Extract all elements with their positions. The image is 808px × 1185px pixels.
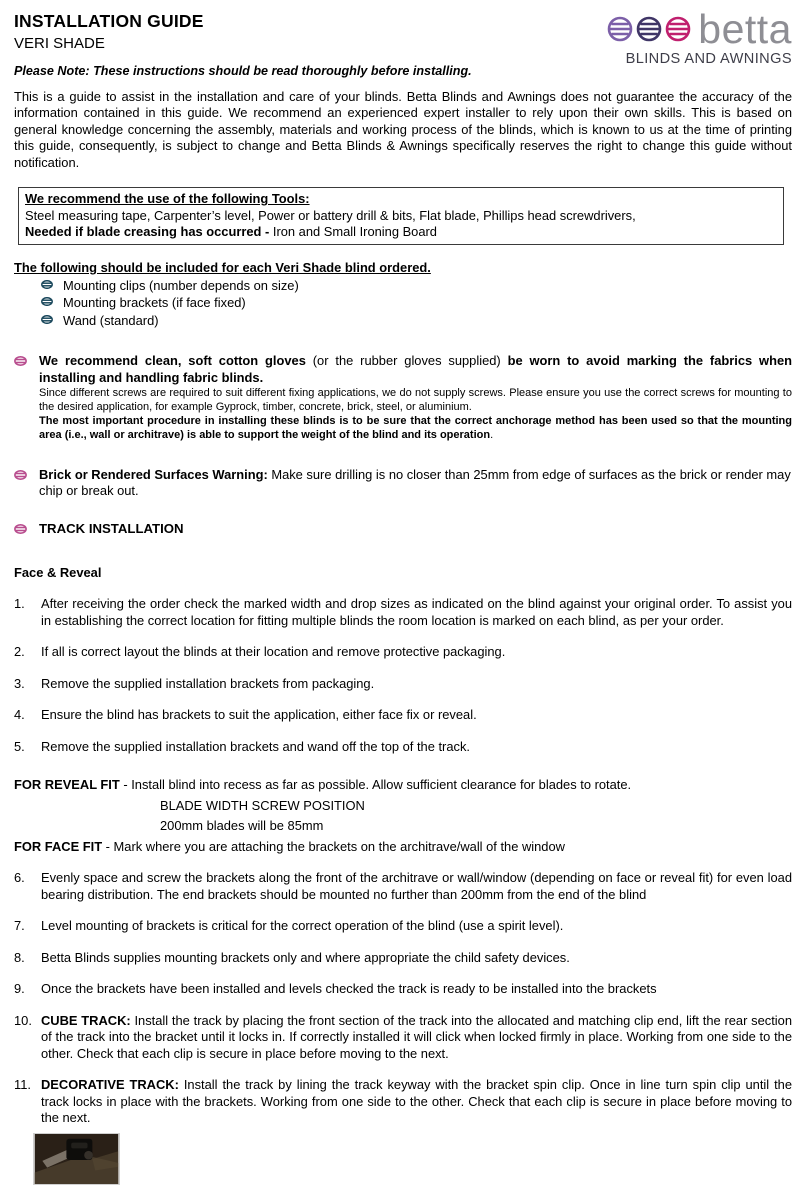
step-text: Remove the supplied installation brackets from packaging. [41,675,375,691]
step-item [14,950,792,967]
list-item [41,295,792,312]
text-segment: . [490,428,494,441]
step-item [14,596,792,629]
face-reveal-heading: Face & Reveal [14,564,102,580]
page-subtitle: VERI SHADE [14,35,105,53]
header [14,6,792,79]
step-text: After receiving the order check the marked width and drop sizes as indicated on the blind against your original order. To assist you in establishing the correct location for fitting multiple blinds the room location is marked on each blind, as per your order. [41,596,792,628]
text-segment: Iron and Small Ironing Board [269,223,437,239]
step-text [41,981,792,998]
tools-box [18,187,784,245]
logo-top-row [606,6,792,52]
step-number: 4. [14,707,25,723]
step-item [14,707,792,724]
step-number: 10. [14,1012,32,1028]
steps-1-5 [14,596,792,755]
text-segment: Level mounting of brackets is critical for the correct operation of the blind (use a spirit level). [41,918,564,934]
blade-width-screw-position: BLADE WIDTH SCREW POSITION [160,797,365,813]
step-number: 7. [14,918,25,934]
text-segment: Install the track by placing the front section of the track into the allocated and matching clip end, lift the rear section of the track into the bracket until it locks in. If correctly installed it will click when locked firmly in place. Working from one side to the other. Check that each clip is secure in place before moving to the next. [41,1012,792,1061]
track-installation-heading [14,521,792,538]
blind-bullet-icon [41,295,63,312]
step-number: 3. [14,675,25,691]
blind-bullet-icon [14,467,39,500]
step-item [14,870,792,903]
text-segment: - Mark where you are attaching the brackets on the architrave/wall of the window [102,838,565,854]
step-number: 9. [14,981,25,997]
tools-line-2 [25,224,777,240]
blind-bullet-icon [41,278,63,295]
text-segment: We recommend clean, soft cotton gloves [39,353,313,369]
text-segment: Brick or Rendered Surfaces Warning: [39,466,268,482]
gloves-recommendation-block [14,353,792,443]
list-item [41,313,792,330]
step-number: 6. [14,870,25,886]
page-title: INSTALLATION GUIDE [14,11,204,31]
gloves-main-paragraph [39,353,792,386]
tools-heading: We recommend the use of the following Tools: [25,191,310,207]
text-segment: (or the rubber gloves supplied) [312,353,508,369]
betta-logo [606,6,792,69]
step-text [41,1013,792,1063]
text-segment: The most important procedure in installing these blinds is to be sure that the correct anchorage method has been used so that the mounting area (i.e., wall or architrave) is able to support the weight of the blind and its operation [39,415,792,441]
bracket-photo [33,1133,792,1185]
step-text [41,870,792,903]
text-segment: CUBE TRACK: [41,1012,131,1028]
tools-line-1: Steel measuring tape, Carpenter’s level, Power or battery drill & bits, Flat blade, Phillips head screwdrivers, [25,207,636,223]
step-text [41,1077,792,1127]
list-item [41,278,792,295]
list-item-text: Mounting clips (number depends on size) [63,277,299,293]
text-segment: Make sure drilling is no closer than 25mm from edge of surfaces as the brick or render may chip or break out. [39,466,791,499]
text-segment: FOR FACE FIT [14,838,103,854]
text-segment: - Install blind into recess as far as possible. Allow sufficient clearance for blades to rotate. [119,777,632,793]
included-heading: The following should be included for each Veri Shade blind ordered. [14,260,431,276]
read-before-installing-note: Please Note: These instructions should be read thoroughly before installing. [14,63,472,78]
step-item [14,739,792,756]
blind-bullet-icon [14,353,39,443]
step-text: If all is correct layout the blinds at their location and remove protective packaging. [41,644,506,660]
step-number: 5. [14,738,25,754]
brick-warning-block [14,467,792,500]
anchorage-note [39,415,792,442]
step-number: 8. [14,949,25,965]
text-segment: be worn to avoid marking the fabrics when installing and handling fabric blinds. [39,353,792,385]
step-text [41,918,792,935]
step-item [14,644,792,661]
logo-tagline: BLINDS AND AWNINGS [625,50,792,67]
step-number: 2. [14,644,25,660]
list-item-text: Mounting brackets (if face fixed) [63,295,246,311]
step-text: Remove the supplied installation brackets and wand off the top of the track. [41,738,470,754]
intro-paragraph: This is a guide to assist in the installation and care of your blinds. Betta Blinds and Awnings does not guarantee the accuracy of the information contained in this guide. We recommend an experienced expert installer to rely upon their own skills. This is based on general knowledge concerning the assembly, materials and working process of the blinds, which is known to us at the time of printing this guide, consequently, is subject to change and Betta Blinds & Awnings specifically reserves the right to change this guide without notification. [14,88,792,170]
face-fit-note [14,839,792,856]
step-item [14,676,792,693]
bracket-photo-image [33,1133,120,1185]
gloves-recommendation-text [39,353,792,443]
blind-bullet-icon [41,313,63,330]
step-item [14,1077,792,1127]
step-number: 1. [14,596,25,612]
logo-brand-text: betta [698,6,792,52]
reveal-fit-note [14,777,792,835]
text-segment: FOR REVEAL FIT [14,777,120,793]
step-item [14,1013,792,1063]
list-item-text: Wand (standard) [63,312,159,328]
step-item [14,918,792,935]
blade-width-value: 200mm blades will be 85mm [160,818,324,834]
header-titles [14,10,472,79]
section-heading-text: TRACK INSTALLATION [39,520,184,536]
text-segment: DECORATIVE TRACK: [41,1077,179,1093]
text-segment: Install the track by lining the track keyway with the bracket spin clip. Once in line turn spin clip until the track locks in place with the brackets. Working from one side to the other. Check that each clip is secure in place before moving to the next. [41,1077,793,1126]
text-segment: Needed if blade creasing has occurred - [25,223,270,239]
blind-bullet-icon [14,521,39,538]
text-segment: Evenly space and screw the brackets along the front of the architrave or wall/window (depending on face or reveal fit) for even load bearing distribution. The end brackets should be mounted no further than 200mm from the end of the blind [41,870,792,902]
text-segment: Once the brackets have been installed and levels checked the track is ready to be installed into the brackets [41,981,657,997]
step-number: 11. [14,1077,31,1093]
step-text: Ensure the blind has brackets to suit the application, either face fix or reveal. [41,707,477,723]
screws-note: Since different screws are required to suit different fixing applications, we do not supply screws. Please ensure you use the correct screws for mounting to the desired application, for example Gyprock, timber, concrete, brick, steel, or aluminium. [39,387,792,413]
steps-6-11 [14,870,792,1127]
tools-heading-row [25,191,777,207]
reveal-fit-line [14,777,792,794]
step-text [41,950,792,967]
blinds-circles-icon [606,13,698,45]
brick-warning-text [39,467,792,500]
text-segment: Betta Blinds supplies mounting brackets only and where appropriate the child safety devices. [41,949,570,965]
step-item [14,981,792,998]
